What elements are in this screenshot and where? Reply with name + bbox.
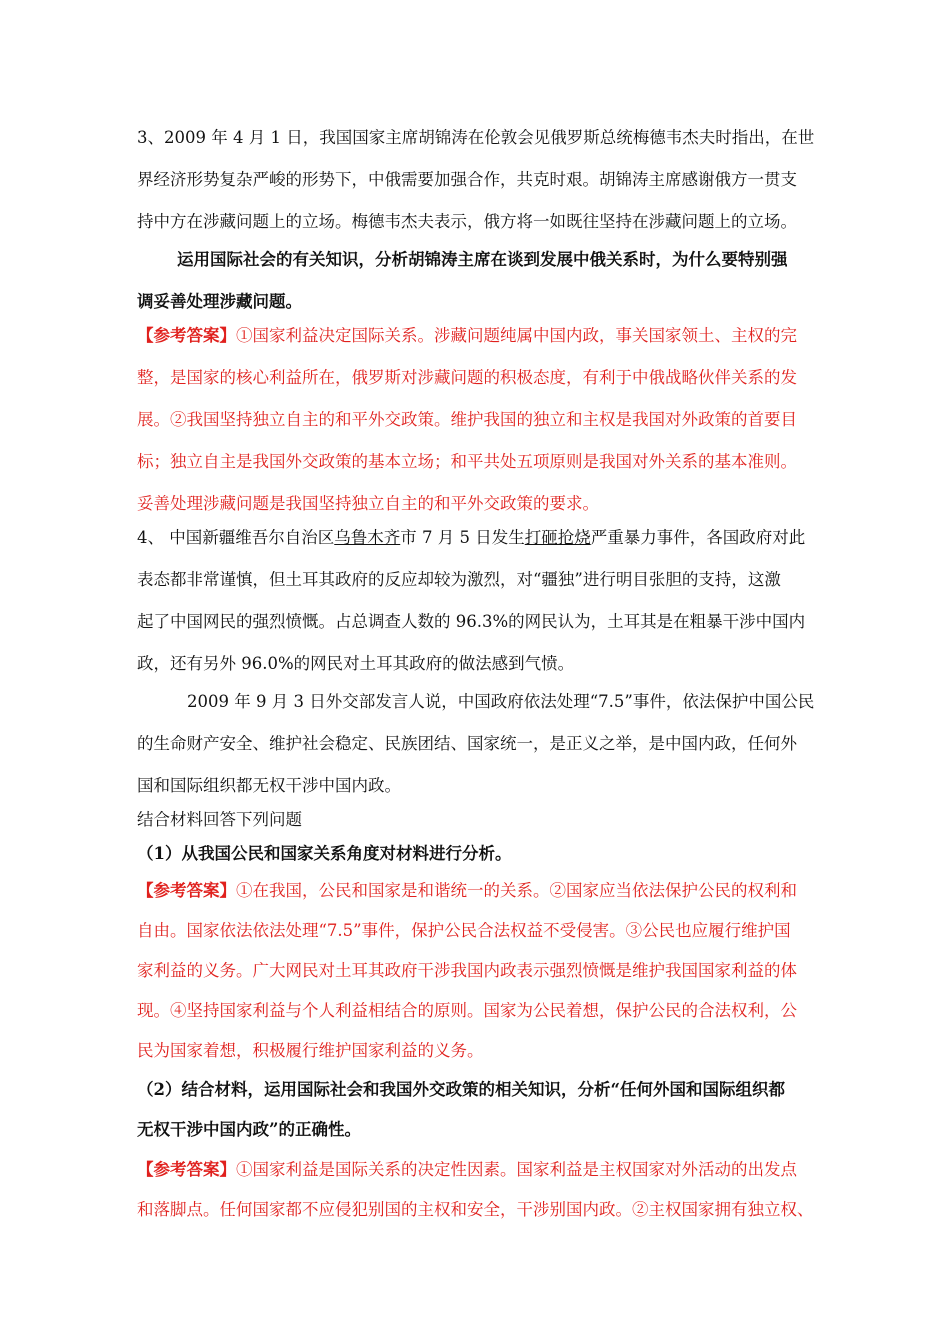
q4-material-line-4: 政，还有另外 96.0%的网民对土耳其政府的做法感到气愤。 [137, 654, 575, 673]
q3-answer-line-1 [137, 322, 797, 346]
q4-material-line-3: 起了中国网民的强烈愤慨。占总调查人数的 96.3%的网民认为，土耳其是在粗暴干涉中国内 [137, 612, 806, 631]
q4-sub1-answer-line-1 [137, 877, 797, 901]
q3-material-line-3: 持中方在涉藏问题上的立场。梅德韦杰夫表示，俄方将一如既往坚持在涉藏问题上的立场。 [137, 212, 797, 231]
q3-answer-text: ①国家利益决定国际关系。涉藏问题纯属中国内政，事关国家领土、主权的完 [236, 326, 797, 345]
q4-material2-line-2: 的生命财产安全、维护社会稳定、民族团结、国家统一，是正义之举，是中国内政，任何外 [137, 734, 797, 753]
answer-label: 【参考答案】 [137, 326, 236, 345]
q4-sub1-answer-line-5: 民为国家着想，积极履行维护国家利益的义务。 [137, 1041, 484, 1060]
riot-underlined: 打砸抢烧 [524, 528, 591, 547]
q4-sub2-answer-text: ①国家利益是国际关系的决定性因素。国家利益是主权国家对外活动的出发点 [236, 1160, 797, 1179]
q4-instruction [137, 806, 817, 830]
q3-question-line-1: 运用国际社会的有关知识，分析胡锦涛主席在谈到发展中俄关系时，为什么要特别强 [177, 250, 788, 269]
answer-label: 【参考答案】 [137, 1160, 236, 1179]
q4-sub1-answer-text: ①在我国，公民和国家是和谐统一的关系。②国家应当依法保护公民的权利和 [236, 881, 797, 900]
q4-sub1-answer-line-3: 家利益的义务。广大网民对土耳其政府干涉我国内政表示强烈愤慨是维护我国国家利益的体 [137, 961, 797, 980]
q3-question-line-2: 调妥善处理涉藏问题。 [137, 292, 302, 311]
q3-answer-line-5: 妥善处理涉藏问题是我国坚持独立自主的和平外交政策的要求。 [137, 494, 599, 513]
q4-sub2-answer-line-2: 和落脚点。任何国家都不应侵犯别国的主权和安全，干涉别国内政。②主权国家拥有独立权、 [137, 1200, 814, 1219]
q4-material2-line-1: 2009 年 9 月 3 日外交部发言人说，中国政府依法处理“7.5”事件，依法保护中国公民 [187, 692, 815, 711]
q4-sub1-answer-line-4: 现。④坚持国家利益与个人利益相结合的原则。国家为公民着想，保护公民的合法权利，公 [137, 1001, 797, 1020]
q4-material2-line-3: 国和国际组织都无权干涉中国内政。 [137, 776, 401, 795]
q4-sub2-question-line-2: 无权干涉中国内政”的正确性。 [137, 1120, 361, 1139]
q4-sub2-answer-line-1 [137, 1156, 797, 1180]
q3-material-line-2: 界经济形势复杂严峻的形势下，中俄需要加强合作，共克时艰。胡锦涛主席感谢俄方一贯支 [137, 170, 797, 189]
answer-label: 【参考答案】 [137, 881, 236, 900]
q3-answer-line-4: 标；独立自主是我国外交政策的基本立场；和平共处五项原则是我国对外关系的基本准则。 [137, 452, 797, 471]
q3-material-line-1: 3、2009 年 4 月 1 日，我国国家主席胡锦涛在伦敦会见俄罗斯总统梅德韦杰夫时指出，在世 [137, 128, 815, 147]
q4-sub1-question-text: （1）从我国公民和国家关系角度对材料进行分析。 [137, 844, 512, 863]
q3-answer-line-3: 展。②我国坚持独立自主的和平外交政策。维护我国的独立和主权是我国对外政策的首要目 [137, 410, 797, 429]
q4-sub1-question [137, 840, 817, 864]
q4-material-line-2: 表态都非常谨慎，但土耳其政府的反应却较为激烈，对“疆独”进行明目张胆的支持，这激 [137, 570, 781, 589]
q4-material-line-1 [137, 524, 805, 548]
q3-answer-line-2: 整，是国家的核心利益所在，俄罗斯对涉藏问题的积极态度，有利于中俄战略伙伴关系的发 [137, 368, 797, 387]
q4-sub1-answer-line-2: 自由。国家依法依法处理“7.5”事件，保护公民合法权益不受侵害。③公民也应履行维护国 [137, 921, 791, 940]
q4-line1-mid: 市 7 月 5 日发生 [400, 528, 525, 547]
q4-line1-prefix: 4、 中国新疆维吾尔自治区 [137, 528, 335, 547]
urumqi-underlined: 乌鲁木齐 [334, 528, 401, 547]
q4-instruction-text: 结合材料回答下列问题 [137, 810, 302, 829]
q4-sub2-question-line-1: （2）结合材料，运用国际社会和我国外交政策的相关知识，分析“任何外国和国际组织都 [137, 1080, 785, 1099]
q4-line1-suffix: 严重暴力事件，各国政府对此 [590, 528, 806, 547]
